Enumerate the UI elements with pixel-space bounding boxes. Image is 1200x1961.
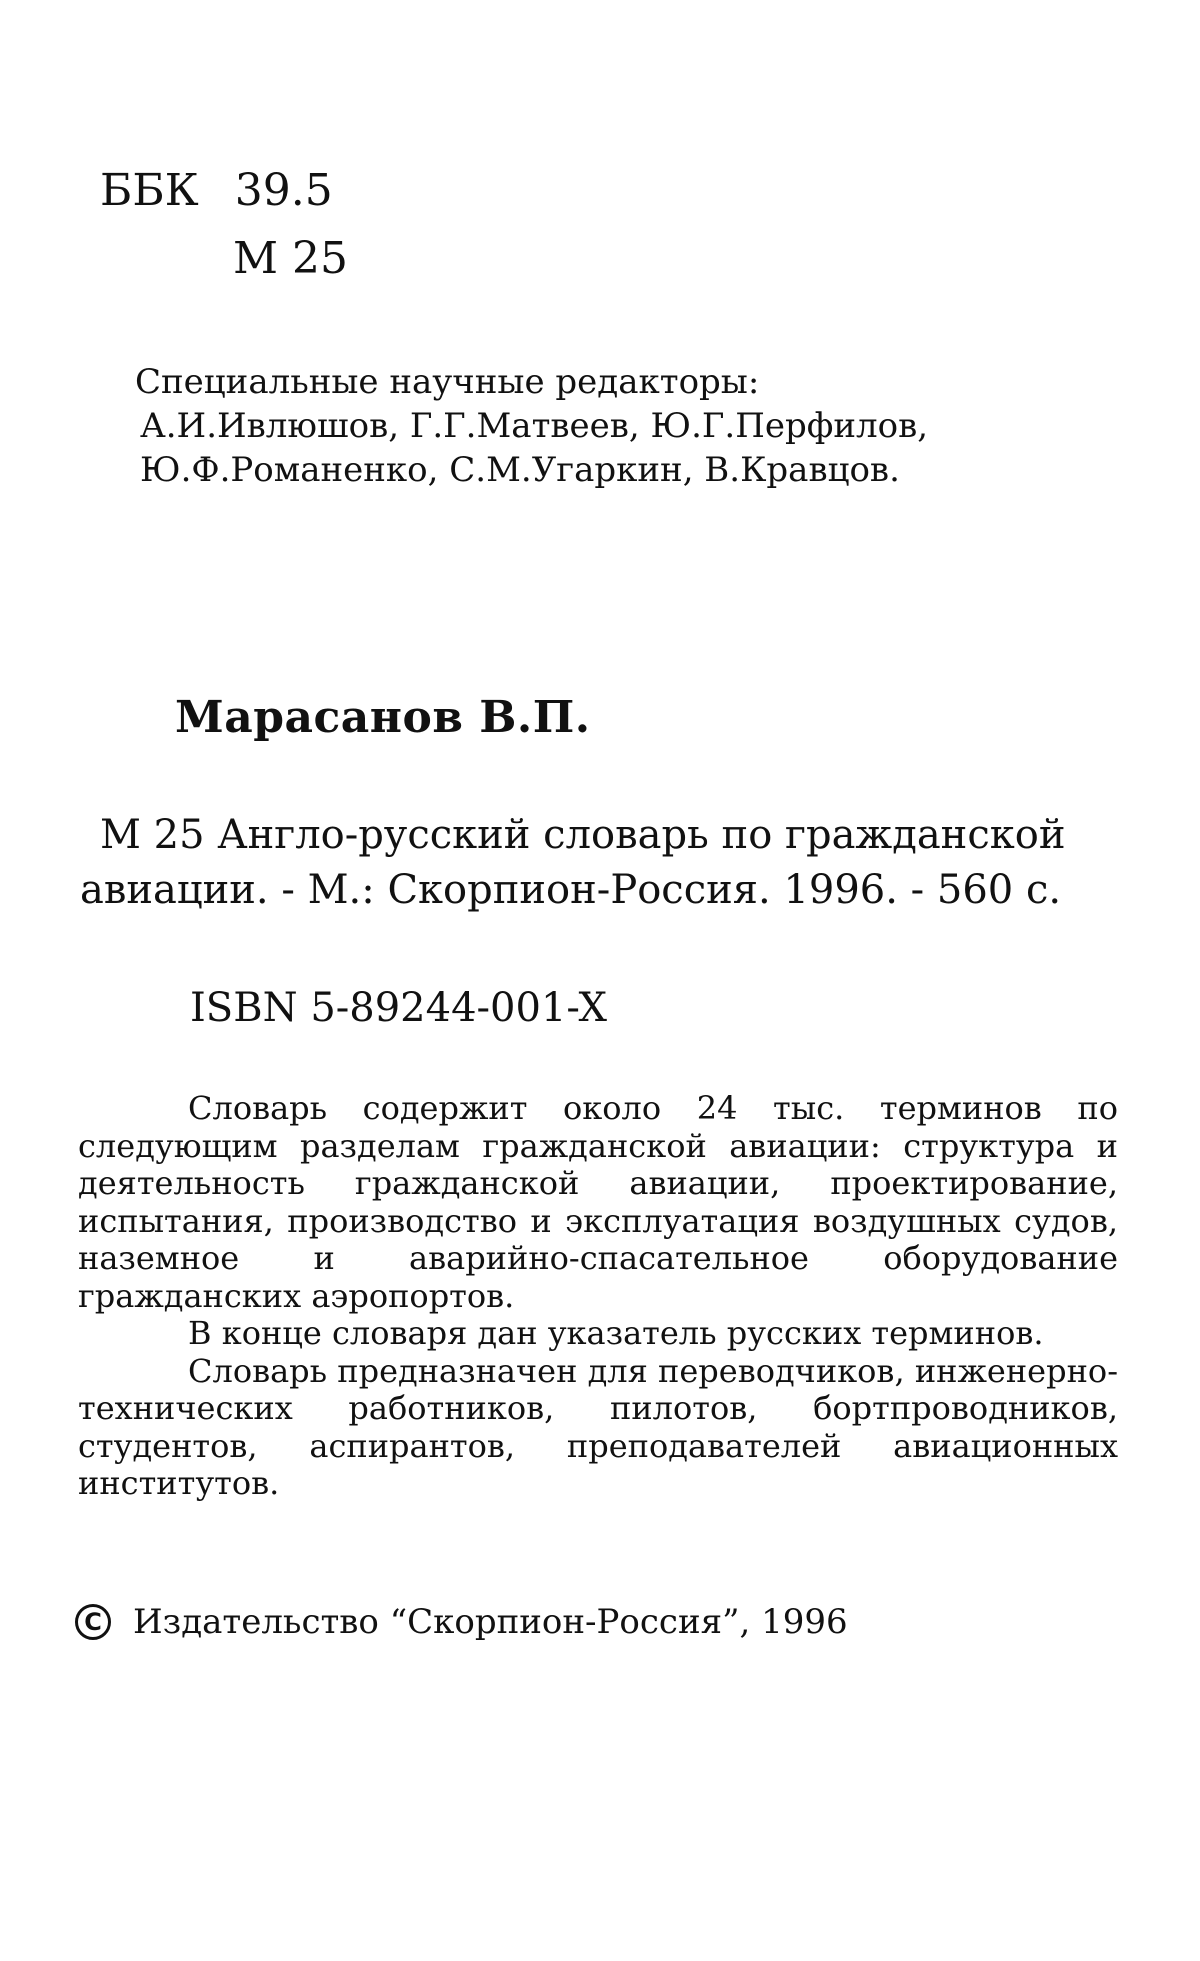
editors-line-2: Ю.Ф.Романенко, С.М.Угаркин, В.Кравцов. bbox=[140, 450, 900, 490]
author-mark: М 25 bbox=[233, 233, 349, 284]
bbk-label: ББК bbox=[100, 165, 199, 216]
record-line-1: М 25 Англо-русский словарь по гражданской bbox=[100, 812, 1066, 858]
bbk-code: 39.5 bbox=[234, 165, 333, 216]
annotation-paragraph-2: В конце словаря дан указатель русских терминов. bbox=[188, 1314, 1044, 1352]
editors-heading: Специальные научные редакторы: bbox=[135, 362, 760, 402]
isbn: ISBN 5-89244-001-X bbox=[190, 985, 607, 1031]
annotation bbox=[78, 1090, 1118, 1503]
copyright-line bbox=[75, 1600, 848, 1644]
annotation-paragraph-3: Словарь предназначен для переводчиков, инженерно-технических работников, пилотов, бортпроводников, студентов, аспирантов, преподавателей авиационных институтов. bbox=[78, 1351, 1118, 1502]
editors-line-1: А.И.Ивлюшов, Г.Г.Матвеев, Ю.Г.Перфилов, bbox=[140, 406, 929, 446]
annotation-paragraph-1: Словарь содержит около 24 тыс. терминов по следующим разделам гражданской авиации: структура и деятельность гражданской авиации, проектирование, испытания, производство и эксплуатация воздушных судов, наземное и аварийно-спасательное оборудование гражданских аэропортов. bbox=[78, 1089, 1118, 1315]
copyright-icon: C bbox=[75, 1604, 111, 1640]
editors-block bbox=[135, 360, 928, 492]
bbk-classification bbox=[100, 165, 333, 217]
bibliographic-record bbox=[80, 808, 1066, 918]
author-name: Марасанов В.П. bbox=[175, 692, 591, 743]
record-line-2: авиации. - М.: Скорпион-Россия. 1996. - 560 с. bbox=[80, 867, 1062, 913]
copyright-text: Издательство “Скорпион-Россия”, 1996 bbox=[133, 1602, 848, 1642]
